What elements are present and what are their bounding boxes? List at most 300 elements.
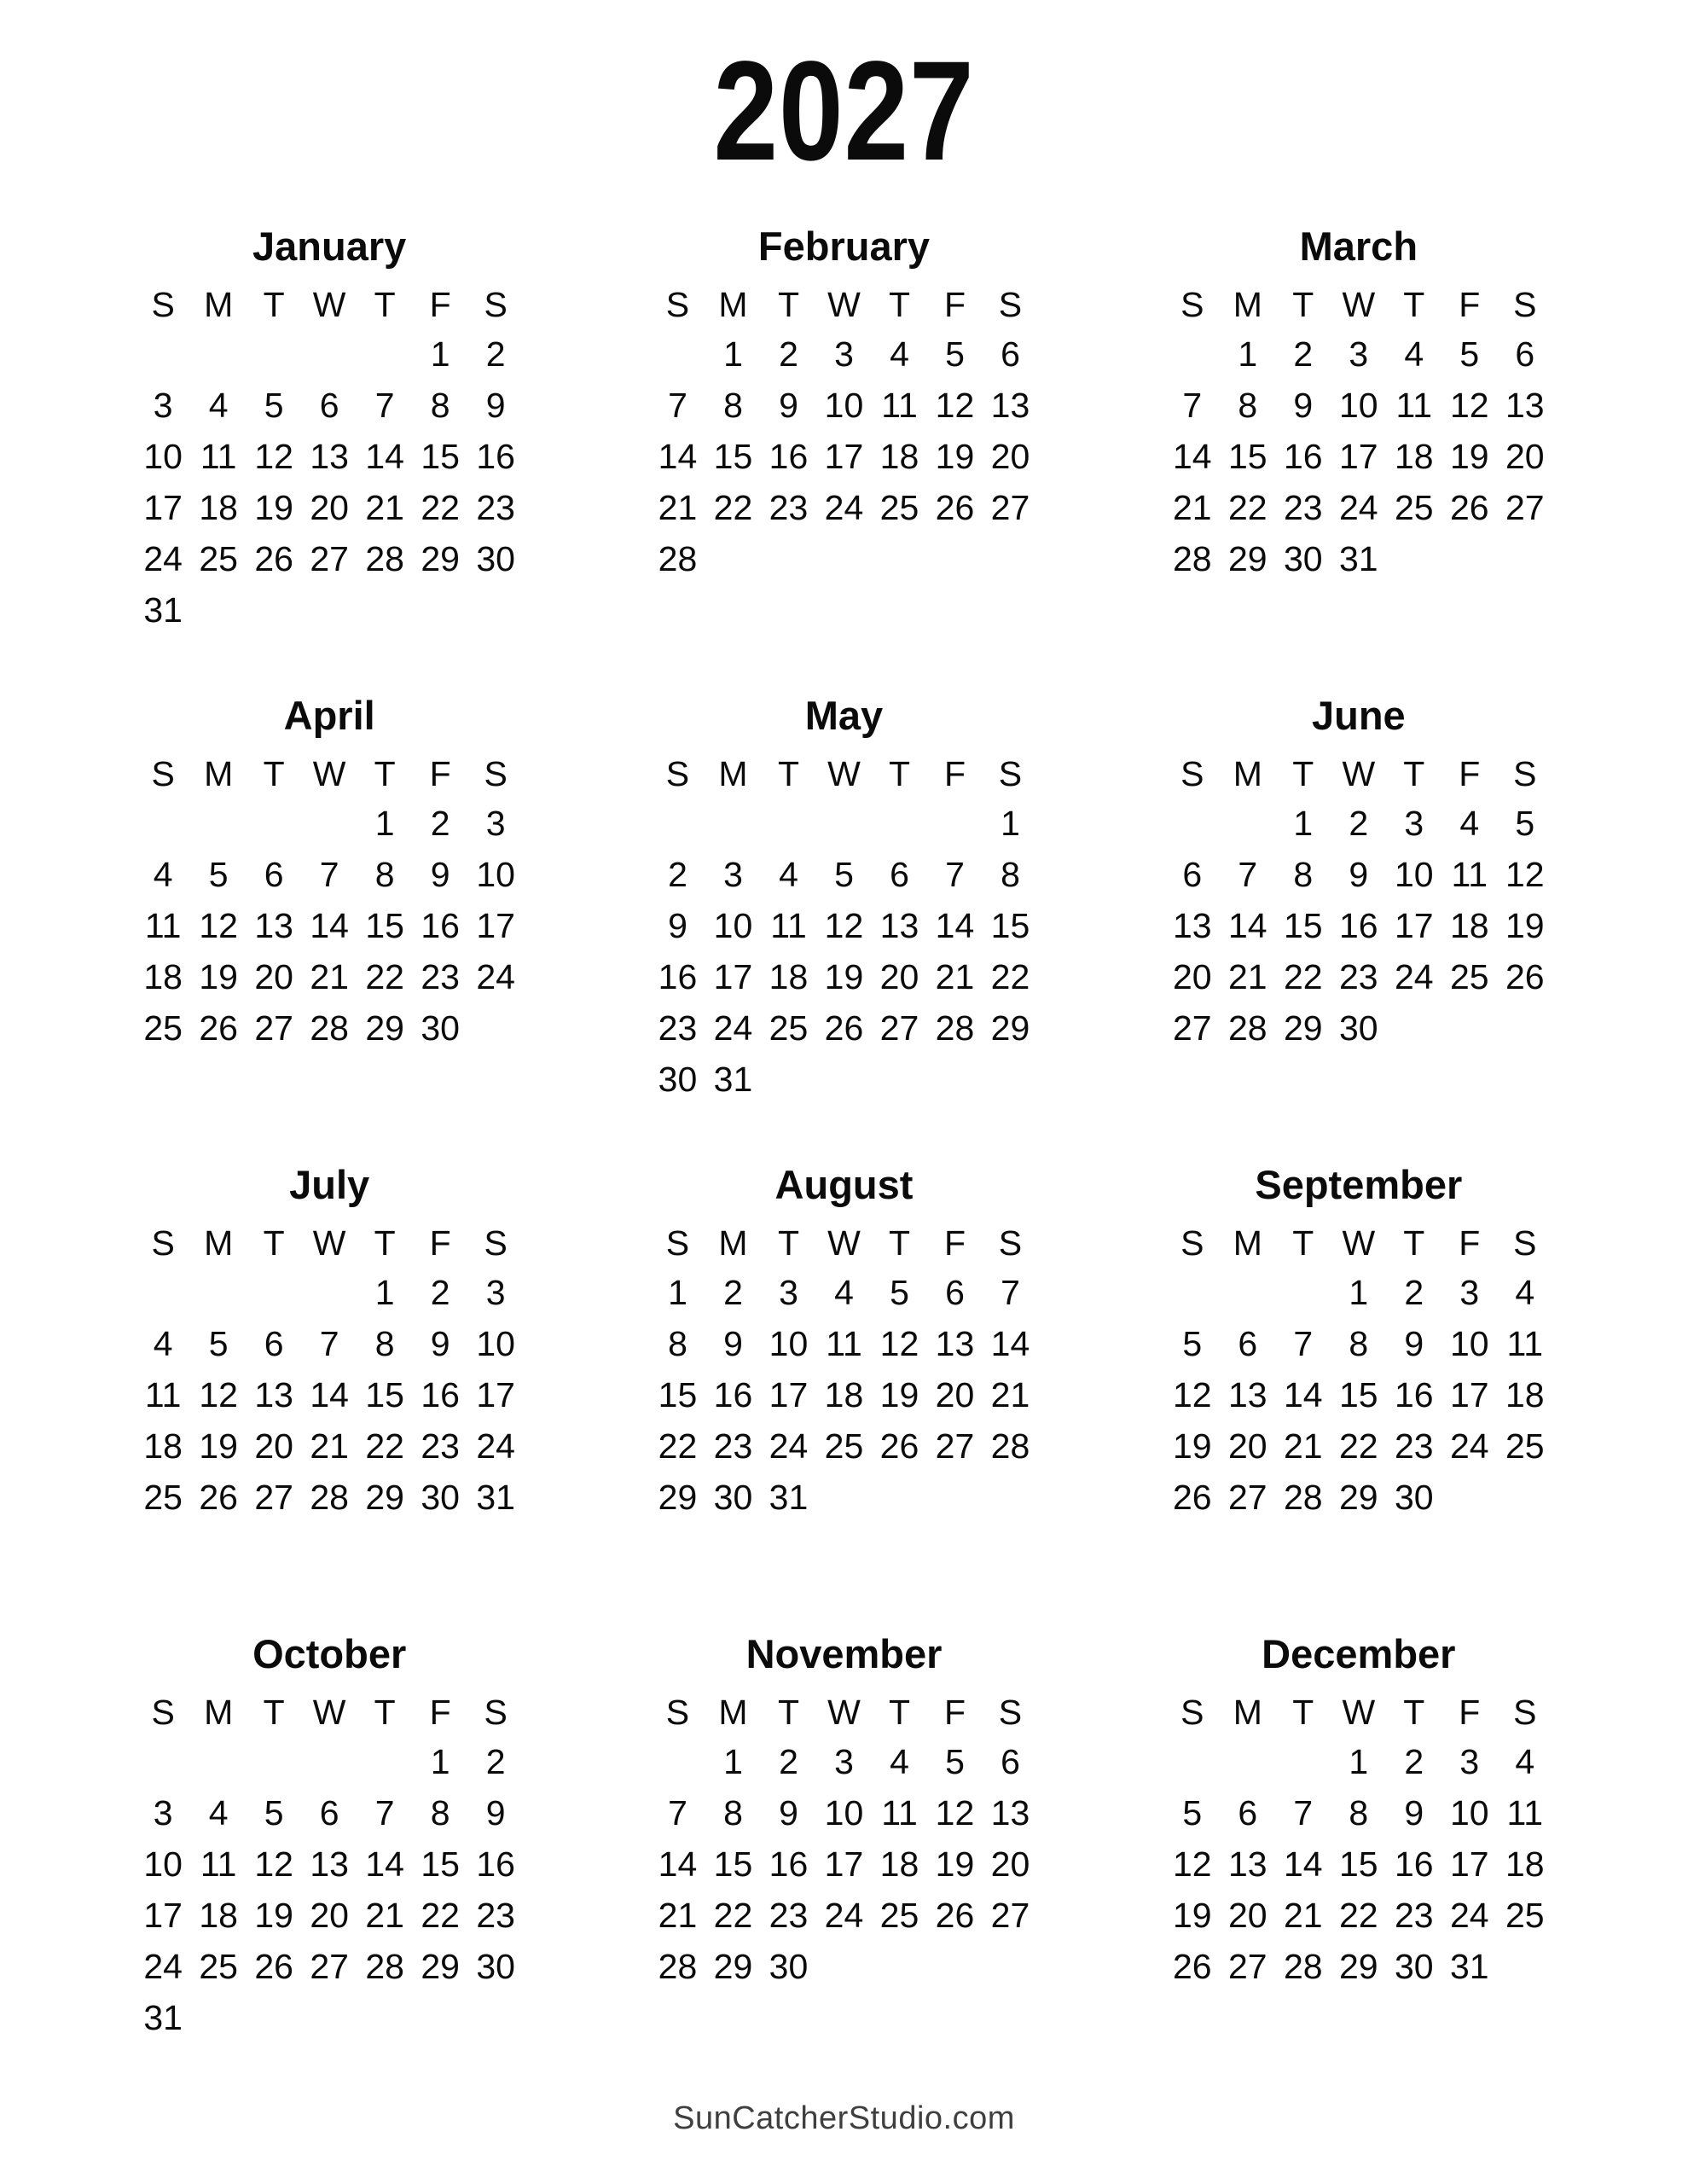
date-cell: 27 <box>879 1008 919 1048</box>
date-cell: 24 <box>476 957 515 997</box>
date-cell: 18 <box>769 957 809 997</box>
date-cell: 24 <box>824 488 864 528</box>
week-row <box>650 1942 1038 1993</box>
year-title: 2027 <box>713 32 975 190</box>
date-cell: 17 <box>476 1375 515 1415</box>
day-header-cell: M <box>718 285 748 325</box>
date-cell: 11 <box>144 906 182 946</box>
date-cell: 23 <box>658 1008 698 1048</box>
date-cell: 23 <box>421 1426 460 1467</box>
date-cell: 17 <box>824 437 864 477</box>
day-header-cell: M <box>1233 754 1262 794</box>
date-cell-empty <box>413 1993 468 2044</box>
day-header-cell: S <box>151 285 175 325</box>
date-cell: 4 <box>1459 804 1480 844</box>
date-cell: 23 <box>421 957 460 997</box>
date-cell: 30 <box>713 1478 753 1518</box>
date-cell: 11 <box>1395 386 1433 426</box>
date-cell: 23 <box>1395 1426 1434 1467</box>
month-table <box>650 1220 1038 1524</box>
date-cell: 28 <box>1284 1947 1323 1987</box>
date-cell: 11 <box>881 386 918 426</box>
date-cell: 15 <box>421 437 460 477</box>
date-cell: 8 <box>1238 386 1258 426</box>
date-cell: 31 <box>1339 539 1378 579</box>
day-header-cell: T <box>374 754 396 794</box>
day-header-cell: S <box>484 754 508 794</box>
date-cell: 14 <box>1284 1844 1323 1885</box>
date-cell: 9 <box>430 1324 450 1364</box>
date-cell: 30 <box>476 1947 515 1987</box>
date-cell: 3 <box>834 334 854 375</box>
day-header-cell: T <box>1292 754 1314 794</box>
date-cell: 11 <box>1451 855 1488 895</box>
date-cell: 26 <box>254 1947 293 1987</box>
day-header-cell: S <box>998 1223 1023 1263</box>
week-row <box>650 1788 1038 1839</box>
date-cell-empty <box>136 799 191 850</box>
day-header-cell: T <box>374 1223 396 1263</box>
date-cell-empty <box>1386 534 1441 585</box>
week-row <box>650 1268 1038 1319</box>
day-header-cell: W <box>312 1223 346 1263</box>
date-cell: 5 <box>890 1273 909 1313</box>
day-header-cell: M <box>718 1223 748 1263</box>
day-header-cell: M <box>204 754 234 794</box>
date-cell: 31 <box>143 1998 183 2038</box>
date-cell-empty <box>1220 1268 1275 1319</box>
date-cell-empty <box>302 1737 357 1788</box>
date-cell-empty <box>872 799 927 850</box>
month-block <box>1101 692 1615 1054</box>
date-cell: 2 <box>779 1742 798 1782</box>
date-cell: 27 <box>990 1896 1030 1936</box>
date-cell: 27 <box>310 1947 349 1987</box>
day-header-cell: F <box>429 1223 451 1263</box>
day-header-cell: T <box>1403 754 1425 794</box>
date-cell: 16 <box>1395 1375 1434 1415</box>
date-cell-empty <box>136 1737 191 1788</box>
date-cell: 7 <box>1293 1793 1314 1833</box>
date-cell: 21 <box>1173 488 1212 528</box>
date-cell: 21 <box>310 957 349 997</box>
week-row <box>136 1788 524 1839</box>
day-header-row <box>136 1689 524 1737</box>
month-title: October <box>252 1631 407 1677</box>
week-row <box>650 483 1038 534</box>
date-cell: 15 <box>421 1844 460 1885</box>
date-cell-empty <box>1441 1472 1497 1524</box>
date-cell: 26 <box>1505 957 1545 997</box>
week-row <box>650 901 1038 952</box>
date-cell: 21 <box>1228 957 1267 997</box>
date-cell-empty <box>468 585 524 636</box>
day-header-cell: W <box>827 754 861 794</box>
date-cell-empty <box>357 1737 413 1788</box>
date-cell: 7 <box>1238 855 1258 895</box>
week-row <box>650 1054 1038 1106</box>
day-header-cell: T <box>1292 285 1314 325</box>
day-header-cell: F <box>1459 754 1481 794</box>
date-cell: 11 <box>144 1375 182 1415</box>
date-cell: 4 <box>208 1793 229 1833</box>
month-title: December <box>1262 1631 1456 1677</box>
date-cell: 26 <box>824 1008 864 1048</box>
date-cell: 6 <box>1182 855 1203 895</box>
month-table <box>650 1689 1038 1993</box>
date-cell: 17 <box>1450 1375 1489 1415</box>
date-cell: 4 <box>890 334 909 375</box>
day-header-cell: M <box>204 1223 234 1263</box>
date-cell: 21 <box>1284 1426 1323 1467</box>
date-cell: 3 <box>485 1273 506 1313</box>
day-header-cell: M <box>1233 285 1262 325</box>
week-row <box>1164 799 1552 850</box>
day-header-cell: F <box>429 754 451 794</box>
date-cell-empty <box>1441 534 1497 585</box>
date-cell: 8 <box>374 1324 395 1364</box>
day-header-row <box>1164 1689 1552 1737</box>
month-weeks <box>650 1268 1038 1524</box>
date-cell: 20 <box>1228 1426 1267 1467</box>
date-cell: 29 <box>1284 1008 1323 1048</box>
day-header-cell: M <box>718 1693 748 1733</box>
date-cell: 10 <box>143 437 183 477</box>
date-cell: 1 <box>1001 804 1020 844</box>
day-header-cell: S <box>484 285 508 325</box>
date-cell: 30 <box>476 539 515 579</box>
month-weeks <box>650 329 1038 585</box>
date-cell: 25 <box>1505 1426 1545 1467</box>
day-header-cell: S <box>665 1693 690 1733</box>
day-header-cell: S <box>998 754 1023 794</box>
day-header-cell: S <box>1513 285 1537 325</box>
date-cell: 19 <box>254 488 293 528</box>
date-cell: 13 <box>1173 906 1212 946</box>
date-cell: 17 <box>143 488 183 528</box>
date-cell: 29 <box>421 1947 460 1987</box>
day-header-cell: T <box>888 285 910 325</box>
date-cell: 21 <box>658 488 698 528</box>
month-title: June <box>1311 693 1406 739</box>
date-cell: 5 <box>1182 1324 1203 1364</box>
date-cell: 1 <box>1238 334 1258 375</box>
date-cell: 2 <box>430 804 450 844</box>
date-cell-empty <box>302 329 357 380</box>
date-cell: 24 <box>476 1426 515 1467</box>
date-cell: 2 <box>485 1742 506 1782</box>
day-header-cell: W <box>1342 285 1376 325</box>
week-row <box>136 1472 524 1524</box>
date-cell: 10 <box>1450 1793 1489 1833</box>
date-cell: 18 <box>1395 437 1434 477</box>
date-cell: 9 <box>1404 1324 1424 1364</box>
month-block <box>587 1161 1101 1523</box>
date-cell-empty <box>872 534 927 585</box>
date-cell-empty <box>191 799 247 850</box>
date-cell: 24 <box>1450 1896 1489 1936</box>
date-cell: 20 <box>879 957 919 997</box>
date-cell: 3 <box>1404 804 1424 844</box>
day-header-cell: S <box>484 1223 508 1263</box>
day-header-cell: S <box>484 1693 508 1733</box>
day-header-cell: F <box>429 1693 451 1733</box>
month-title: April <box>283 693 375 739</box>
date-cell: 19 <box>199 1426 238 1467</box>
week-row <box>1164 952 1552 1003</box>
day-header-row <box>650 282 1038 329</box>
date-cell: 9 <box>485 386 506 426</box>
date-cell: 1 <box>374 1273 395 1313</box>
month-weeks <box>1164 1268 1552 1524</box>
date-cell: 27 <box>1505 488 1545 528</box>
date-cell: 12 <box>824 906 864 946</box>
date-cell: 12 <box>254 1844 293 1885</box>
month-table <box>1164 282 1552 585</box>
day-header-cell: T <box>374 1693 396 1733</box>
date-cell: 22 <box>1284 957 1323 997</box>
week-row <box>650 329 1038 380</box>
date-cell-empty <box>247 799 302 850</box>
day-header-cell: M <box>204 1693 234 1733</box>
date-cell: 10 <box>769 1324 809 1364</box>
date-cell-empty <box>1441 1003 1497 1054</box>
week-row <box>1164 483 1552 534</box>
day-header-cell: W <box>827 1223 861 1263</box>
date-cell: 30 <box>1284 539 1323 579</box>
date-cell: 1 <box>1349 1273 1369 1313</box>
date-cell-empty <box>1386 1003 1441 1054</box>
date-cell: 13 <box>1228 1375 1267 1415</box>
date-cell: 28 <box>1228 1008 1267 1048</box>
date-cell: 24 <box>769 1426 809 1467</box>
month-weeks <box>1164 1737 1552 1993</box>
date-cell: 7 <box>319 855 339 895</box>
date-cell: 1 <box>723 1742 743 1782</box>
month-table <box>650 282 1038 585</box>
date-cell-empty <box>761 799 816 850</box>
week-row <box>136 1993 524 2044</box>
date-cell: 16 <box>1395 1844 1434 1885</box>
date-cell: 9 <box>1404 1793 1424 1833</box>
date-cell: 8 <box>374 855 395 895</box>
date-cell: 17 <box>1395 906 1434 946</box>
date-cell: 3 <box>153 386 173 426</box>
week-row <box>136 1268 524 1319</box>
date-cell: 10 <box>824 386 864 426</box>
date-cell: 8 <box>1349 1793 1369 1833</box>
day-header-cell: S <box>1513 754 1537 794</box>
week-row <box>1164 1421 1552 1472</box>
date-cell: 12 <box>199 1375 238 1415</box>
day-header-cell: W <box>312 754 346 794</box>
date-cell: 4 <box>153 855 173 895</box>
date-cell: 12 <box>1173 1844 1212 1885</box>
date-cell-empty <box>1164 799 1220 850</box>
week-row <box>136 952 524 1003</box>
date-cell-empty <box>1164 1737 1220 1788</box>
date-cell: 30 <box>769 1947 809 1987</box>
date-cell-empty <box>650 1737 705 1788</box>
calendar-grid <box>73 223 1616 2045</box>
date-cell: 21 <box>1284 1896 1323 1936</box>
date-cell-empty <box>1275 1737 1331 1788</box>
date-cell: 17 <box>1450 1844 1489 1885</box>
day-header-row <box>136 282 524 329</box>
day-header-cell: M <box>1233 1223 1262 1263</box>
month-block <box>1101 1161 1615 1523</box>
week-row <box>650 1370 1038 1421</box>
day-header-cell: F <box>943 285 966 325</box>
date-cell-empty <box>302 585 357 636</box>
date-cell: 3 <box>779 1273 798 1313</box>
date-cell: 5 <box>945 334 965 375</box>
date-cell: 25 <box>199 1947 238 1987</box>
week-row <box>650 1839 1038 1891</box>
day-header-cell: S <box>151 1693 175 1733</box>
date-cell: 28 <box>935 1008 975 1048</box>
month-weeks <box>1164 329 1552 585</box>
date-cell: 25 <box>824 1426 864 1467</box>
date-cell: 14 <box>990 1324 1030 1364</box>
date-cell-empty <box>927 534 983 585</box>
date-cell: 20 <box>254 1426 293 1467</box>
week-row <box>1164 850 1552 901</box>
date-cell-empty <box>136 329 191 380</box>
date-cell: 27 <box>1228 1947 1267 1987</box>
date-cell: 21 <box>310 1426 349 1467</box>
week-row <box>1164 1370 1552 1421</box>
date-cell: 17 <box>1339 437 1378 477</box>
month-table <box>1164 751 1552 1054</box>
date-cell-empty <box>872 1054 927 1106</box>
date-cell: 6 <box>319 386 339 426</box>
day-header-cell: T <box>1403 1693 1425 1733</box>
day-header-cell: S <box>1180 1223 1204 1263</box>
date-cell: 10 <box>476 855 515 895</box>
date-cell: 3 <box>834 1742 854 1782</box>
date-cell: 21 <box>935 957 975 997</box>
week-row <box>1164 329 1552 380</box>
date-cell: 21 <box>990 1375 1030 1415</box>
date-cell: 12 <box>1505 855 1545 895</box>
date-cell: 13 <box>254 906 293 946</box>
date-cell: 30 <box>421 1008 460 1048</box>
month-block <box>587 692 1101 1105</box>
date-cell-empty <box>927 1472 983 1524</box>
day-header-cell: S <box>998 1693 1023 1733</box>
date-cell: 14 <box>310 906 349 946</box>
week-row <box>136 1003 524 1054</box>
date-cell: 22 <box>658 1426 698 1467</box>
day-header-row <box>136 282 524 329</box>
day-header-row <box>650 751 1038 799</box>
date-cell: 6 <box>264 1324 284 1364</box>
date-cell: 19 <box>879 1375 919 1415</box>
date-cell: 20 <box>935 1375 975 1415</box>
date-cell: 25 <box>143 1478 183 1518</box>
week-row <box>136 1319 524 1370</box>
week-row <box>650 850 1038 901</box>
week-row <box>1164 380 1552 432</box>
day-header-cell: W <box>827 1693 861 1733</box>
date-cell: 3 <box>723 855 743 895</box>
date-cell: 8 <box>723 386 743 426</box>
day-header-row <box>1164 282 1552 329</box>
date-cell: 27 <box>990 488 1030 528</box>
date-cell: 29 <box>1339 1478 1378 1518</box>
month-table <box>136 751 524 1054</box>
date-cell-empty <box>136 1268 191 1319</box>
date-cell: 24 <box>713 1008 753 1048</box>
date-cell: 11 <box>200 437 237 477</box>
date-cell-empty <box>816 799 872 850</box>
date-cell: 5 <box>945 1742 965 1782</box>
date-cell: 6 <box>264 855 284 895</box>
week-row <box>650 380 1038 432</box>
date-cell-empty <box>1220 799 1275 850</box>
date-cell: 6 <box>319 1793 339 1833</box>
date-cell: 16 <box>769 1844 809 1885</box>
week-row <box>136 329 524 380</box>
date-cell: 13 <box>310 437 349 477</box>
date-cell: 31 <box>476 1478 515 1518</box>
date-cell: 15 <box>713 437 753 477</box>
date-cell: 4 <box>153 1324 173 1364</box>
date-cell: 24 <box>1339 488 1378 528</box>
date-cell: 26 <box>935 488 975 528</box>
week-row <box>1164 1472 1552 1524</box>
date-cell: 9 <box>668 906 687 946</box>
date-cell: 1 <box>430 334 450 375</box>
month-weeks <box>650 1737 1038 1993</box>
date-cell: 31 <box>1450 1947 1489 1987</box>
day-header-cell: W <box>312 285 346 325</box>
day-header-cell: W <box>1342 1223 1376 1263</box>
date-cell: 14 <box>1228 906 1267 946</box>
day-header-cell: T <box>888 1693 910 1733</box>
date-cell: 19 <box>935 437 975 477</box>
date-cell: 22 <box>713 1896 753 1936</box>
date-cell: 24 <box>1450 1426 1489 1467</box>
date-cell: 4 <box>890 1742 909 1782</box>
day-header-cell: T <box>1292 1693 1314 1733</box>
day-header-cell: S <box>665 754 690 794</box>
date-cell: 18 <box>199 488 238 528</box>
date-cell: 28 <box>365 1947 404 1987</box>
week-row <box>136 585 524 636</box>
date-cell: 12 <box>254 437 293 477</box>
day-header-row <box>1164 1220 1552 1268</box>
date-cell: 5 <box>1459 334 1480 375</box>
date-cell: 19 <box>1173 1426 1212 1467</box>
day-header-row <box>1164 751 1552 799</box>
day-header-cell: S <box>151 754 175 794</box>
date-cell: 15 <box>1284 906 1323 946</box>
date-cell-empty <box>302 1268 357 1319</box>
month-title: May <box>804 693 884 739</box>
date-cell: 28 <box>310 1008 349 1048</box>
date-cell-empty <box>983 1472 1038 1524</box>
day-header-cell: S <box>1513 1693 1537 1733</box>
day-header-row <box>1164 282 1552 329</box>
week-row <box>1164 1737 1552 1788</box>
day-header-row <box>650 751 1038 799</box>
date-cell: 12 <box>935 1793 975 1833</box>
month-block <box>587 223 1101 584</box>
date-cell: 24 <box>143 539 183 579</box>
date-cell: 26 <box>879 1426 919 1467</box>
